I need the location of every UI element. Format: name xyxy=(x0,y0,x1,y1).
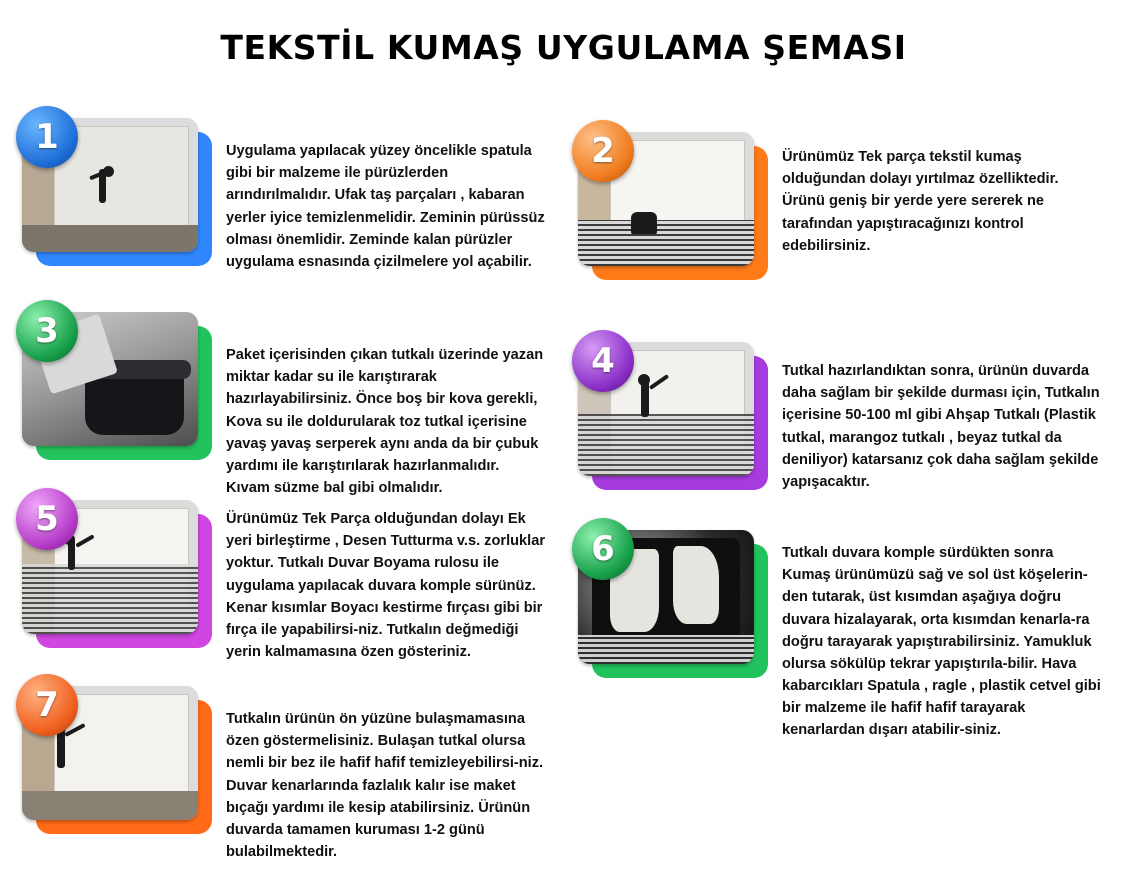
step-badge-4: 4 xyxy=(572,330,634,392)
step-item-3 xyxy=(22,312,562,499)
step-image-6 xyxy=(578,530,754,664)
step-text-3: Paket içerisinden çıkan tutkalı üzerinde yazan miktar kadar su ile karıştırarak hazırlayabilirsiniz. Önce boş bir kova gerekli, Kova su ile doldurularak toz tutkal içerisine yavaş yavaş serperek aynı anda da bir çubuk yardımı ile karıştırılarak hazırlanmalıdır. Kıvam süzme bal gibi olmalıdır. xyxy=(226,347,544,497)
step-text-4: Tutkal hazırlandıktan sonra, ürünün duvarda daha sağlam bir şekilde durması için, Tutkalın içerisine 50-100 ml gibi Ahşap Tutkalı (Plastik tutkal, marangoz tutkalı , beyaz tutkal da deniliyor) katarsanız çok daha sağlam şekilde yapışacaktır. xyxy=(782,363,1100,490)
step-item-7 xyxy=(22,686,562,863)
step-badge-7: 7 xyxy=(16,674,78,736)
step-image-7 xyxy=(22,686,198,820)
step-text-5: Ürünümüz Tek Parça olduğundan dolayı Ek yeri birleştirme , Desen Tutturma v.s. zorluklar yoktur. Tutkalı Duvar Boyama rulosu ile uygulama yapılacak duvara komple sürünüz. Kenar kısımlar Boyacı kestirme fırçası gibi bir fırça ile yapabilirsi-niz. Tutkalın değmediği yerin kalmamasına özen gösteriniz. xyxy=(226,511,546,661)
step-badge-3: 3 xyxy=(16,300,78,362)
step-text-7: Tutkalın ürünün ön yüzüne bulaşmamasına özen göstermelisiniz. Bulaşan tutkal olursa nemli bir bez ile hafif hafif temizleyebilirsi-niz. Duvar kenarlarında fazlalık kalır ise maket bıçağı yardımı ile kesip atabilirsiniz. Ürünün duvarda tamamen kuruması 1-2 günü bulabilmektedir. xyxy=(226,711,544,861)
step-image-5 xyxy=(22,500,198,634)
step-item-5 xyxy=(22,500,562,663)
step-text-2: Ürünümüz Tek parça tekstil kumaş olduğundan dolayı yırtılmaz özelliktedir. Ürünü geniş bir yerde yere sererek ne tarafından yapıştıracağınızı kontrol edebilirsiniz. xyxy=(782,149,1059,254)
step-badge-2: 2 xyxy=(572,120,634,182)
step-image-2 xyxy=(578,132,754,266)
step-item-2 xyxy=(578,132,1118,266)
step-text-6: Tutkalı duvara komple sürdükten sonra Kumaş ürünümüzü sağ ve sol üst köşelerin-den tutarak, üst kısımdan aşağıya doğru duvara hizalayarak, orta kısımdan kenarla-ra doğru tarayarak yapıştırabilirsiniz. Yamukluk olursa sökülüp tekrar yapıştırıla-bilir. Hava kabarcıkları Spatula , ragle , plastik cetvel gibi bir malzeme ile hafif hafif tarayarak kenarlardan dışarı atabilir-siniz. xyxy=(782,545,1101,739)
step-text-1: Uygulama yapılacak yüzey öncelikle spatula gibi bir malzeme ile pürüzlerden arındırılmalıdır. Ufak taş parçaları , kabaran yerler iyice temizlenmelidir. Zeminin pürüssüz olması önemlidir. Zeminde kalan pürüzler uygulama esnasında çizilmelere yol açabilir. xyxy=(226,143,545,270)
step-image-1 xyxy=(22,118,198,252)
step-badge-6: 6 xyxy=(572,518,634,580)
step-item-1 xyxy=(22,118,562,273)
page-title: TEKSTİL KUMAŞ UYGULAMA ŞEMASI xyxy=(220,28,907,67)
step-badge-5: 5 xyxy=(16,488,78,550)
step-image-3 xyxy=(22,312,198,446)
step-item-4 xyxy=(578,342,1118,493)
step-item-6 xyxy=(578,530,1118,742)
step-badge-1: 1 xyxy=(16,106,78,168)
step-image-4 xyxy=(578,342,754,476)
